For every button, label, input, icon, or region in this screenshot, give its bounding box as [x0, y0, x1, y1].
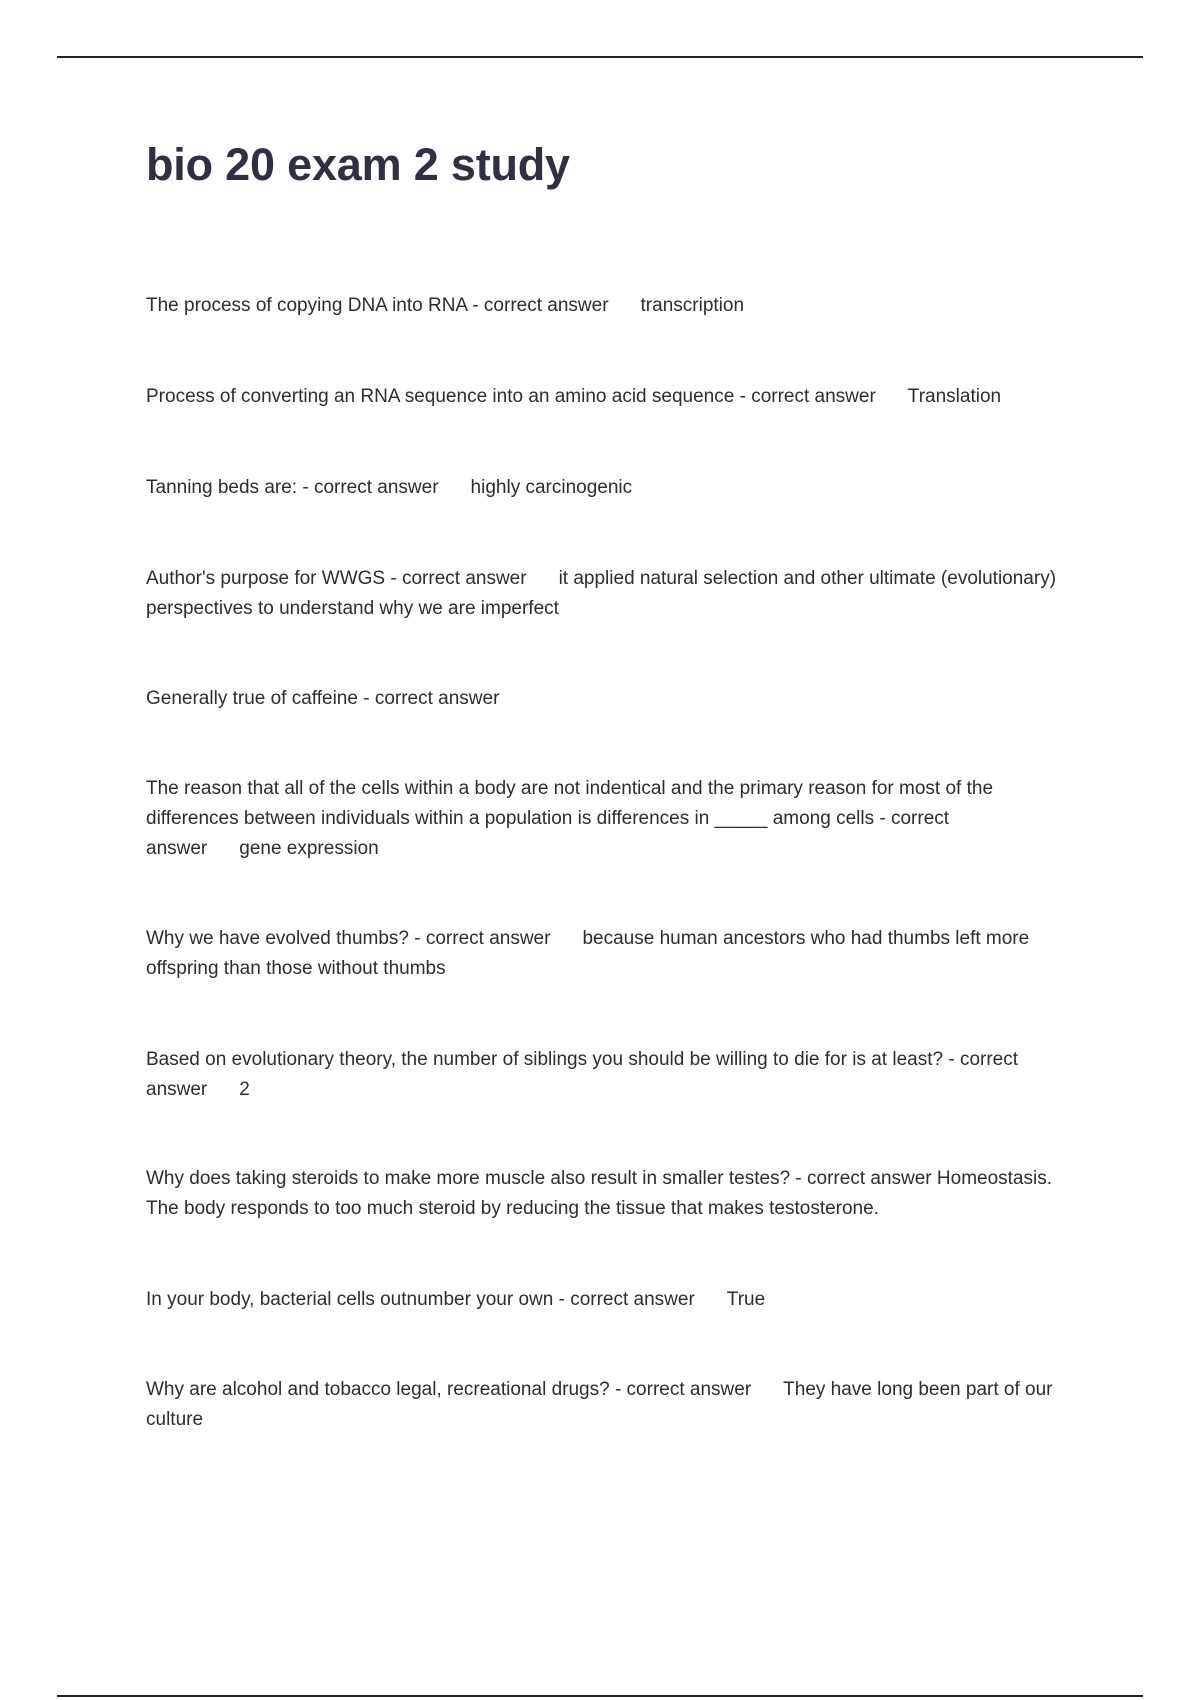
answer-text: because human ancestors who had thumbs left more offspring than those without thumbs: [146, 928, 1030, 979]
answer-text: highly carcinogenic: [470, 477, 633, 498]
qa-item-6: [146, 774, 1086, 864]
qa-item-9: [146, 1164, 1086, 1224]
qa-item-1: [146, 291, 1086, 321]
question-text: Author's purpose for WWGS - correct answer: [146, 568, 527, 589]
qa-item-8: [146, 1045, 1086, 1105]
answer-text: Translation: [907, 386, 1002, 407]
answer-text: transcription: [640, 295, 745, 316]
question-text: The process of copying DNA into RNA - correct answer: [146, 295, 609, 316]
question-text: The reason that all of the cells within a body are not indentical and the primary reason for most of the differences between individuals within a population is differences in _____ among cells - correct answer: [146, 778, 994, 859]
footer-rule: [57, 1695, 1143, 1697]
answer-text: [499, 688, 531, 709]
answer-text: it applied natural selection and other ultimate (evolutionary) perspectives to understand why we are imperfect: [146, 568, 1057, 619]
answer-text: gene expression: [239, 838, 379, 859]
qa-item-10: [146, 1285, 1086, 1315]
qa-item-11: [146, 1375, 1086, 1435]
question-text: Process of converting an RNA sequence into an amino acid sequence - correct answer: [146, 386, 876, 407]
header-rule: [57, 56, 1143, 58]
question-text: Why we have evolved thumbs? - correct answer: [146, 928, 551, 949]
question-text: Why does taking steroids to make more muscle also result in smaller testes? - correct answer: [146, 1168, 932, 1189]
qa-item-7: [146, 924, 1086, 984]
qa-item-3: [146, 473, 1086, 503]
question-text: Based on evolutionary theory, the number of siblings you should be willing to die for is at least? - correct answer: [146, 1049, 1019, 1100]
answer-text: True: [726, 1289, 766, 1310]
question-text: In your body, bacterial cells outnumber your own - correct answer: [146, 1289, 695, 1310]
question-text: Generally true of caffeine - correct answer: [146, 688, 500, 709]
page-title: bio 20 exam 2 study: [146, 139, 570, 190]
question-text: Why are alcohol and tobacco legal, recreational drugs? - correct answer: [146, 1379, 752, 1400]
answer-text: They have long been part of our culture: [146, 1379, 1053, 1430]
answer-text: Homeostasis. The body responds to too much steroid by reducing the tissue that makes testosterone.: [146, 1168, 1053, 1219]
qa-item-4: [146, 564, 1086, 624]
answer-text: 2: [239, 1079, 250, 1100]
question-text: Tanning beds are: - correct answer: [146, 477, 439, 498]
qa-item-5: [146, 684, 1086, 714]
qa-item-2: [146, 382, 1086, 412]
